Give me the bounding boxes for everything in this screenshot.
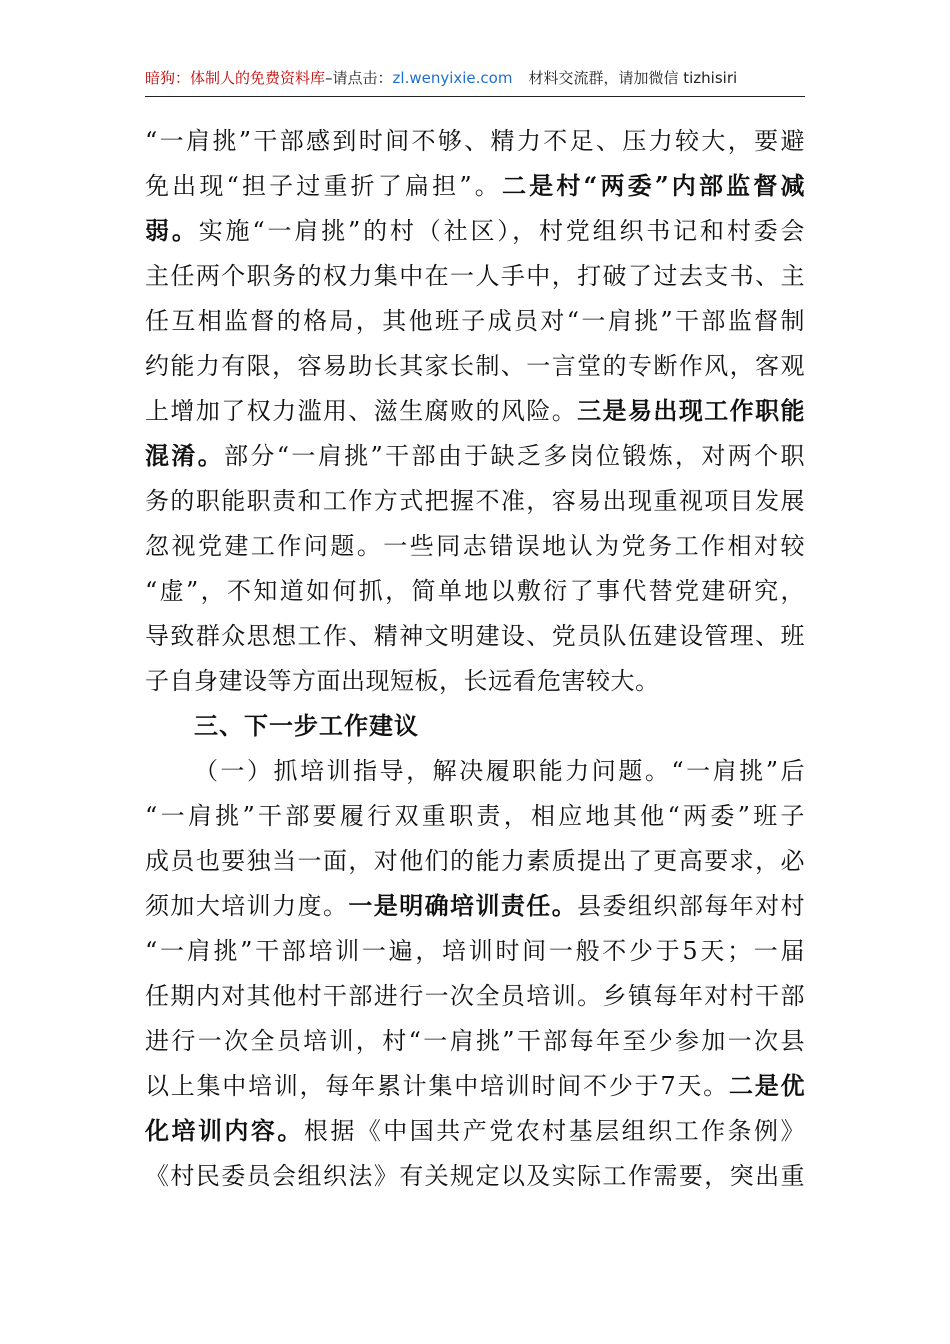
text-line: “虚”，不知道如何抓，简单地以敷衍了事代替党建研究， xyxy=(145,577,805,605)
text-line: 须加大培训力度。一是明确培训责任。县委组织部每年对村 xyxy=(145,891,805,920)
text-line: 《村民委员会组织法》有关规定以及实际工作需要，突出重 xyxy=(145,1162,805,1190)
text-line: 混淆。部分“一肩挑”干部由于缺乏多岗位锻炼，对两个职 xyxy=(145,441,805,470)
text-line: “一肩挑”干部要履行双重职责，相应地其他“两委”班子 xyxy=(145,802,805,830)
text-line: 子自身建设等方面出现短板，长远看危害较大。 xyxy=(145,667,660,695)
header-url-link[interactable]: zl.wenyixie.com xyxy=(392,69,513,87)
text-line: 成员也要独当一面，对他们的能力素质提出了更高要求，必 xyxy=(145,847,805,875)
text-line: 任互相监督的格局，其他班子成员对“一肩挑”干部监督制 xyxy=(145,307,805,335)
text-line: 忽视党建工作问题。一些同志错误地认为党务工作相对较 xyxy=(145,532,805,560)
text-line: 约能力有限，容易助长其家长制、一言堂的专断作风，客观 xyxy=(145,352,805,380)
text-line: 导致群众思想工作、精神文明建设、党员队伍建设管理、班 xyxy=(145,622,805,650)
header-click-label: –请点击： xyxy=(325,69,393,87)
text-line: （一）抓培训指导，解决履职能力问题。“一肩挑”后 xyxy=(194,757,805,785)
text-line: 务的职能职责和工作方式把握不准，容易出现重视项目发展 xyxy=(145,487,805,515)
text-line: 化培训内容。根据《中国共产党农村基层组织工作条例》 xyxy=(145,1116,805,1145)
header-group-label: 材料交流群，请加微信 tizhisiri xyxy=(528,69,738,87)
text-line: “一肩挑”干部培训一遍，培训时间一般不少于5天；一届 xyxy=(145,937,805,965)
text-line: 弱。实施“一肩挑”的村（社区），村党组织书记和村委会 xyxy=(145,216,806,245)
text-line: 以上集中培训，每年累计集中培训时间不少于7天。二是优 xyxy=(145,1071,805,1100)
text-line: 主任两个职务的权力集中在一人手中，打破了过去支书、主 xyxy=(145,262,805,290)
text-line: 进行一次全员培训，村“一肩挑”干部每年至少参加一次县 xyxy=(145,1027,805,1055)
section-heading: 三、下一步工作建议 xyxy=(194,711,419,740)
text-line: 免出现“担子过重折了扁担”。二是村“两委”内部监督减 xyxy=(145,171,806,200)
header-site-label: 暗狗：体制人的免费资料库 xyxy=(145,69,326,87)
text-line: 上增加了权力滥用、滋生腐败的风险。三是易出现工作职能 xyxy=(145,396,805,425)
text-line: 任期内对其他村干部进行一次全员培训。乡镇每年对村干部 xyxy=(145,982,805,1010)
text-line: “一肩挑”干部感到时间不够、精力不足、压力较大，要避 xyxy=(145,127,805,155)
